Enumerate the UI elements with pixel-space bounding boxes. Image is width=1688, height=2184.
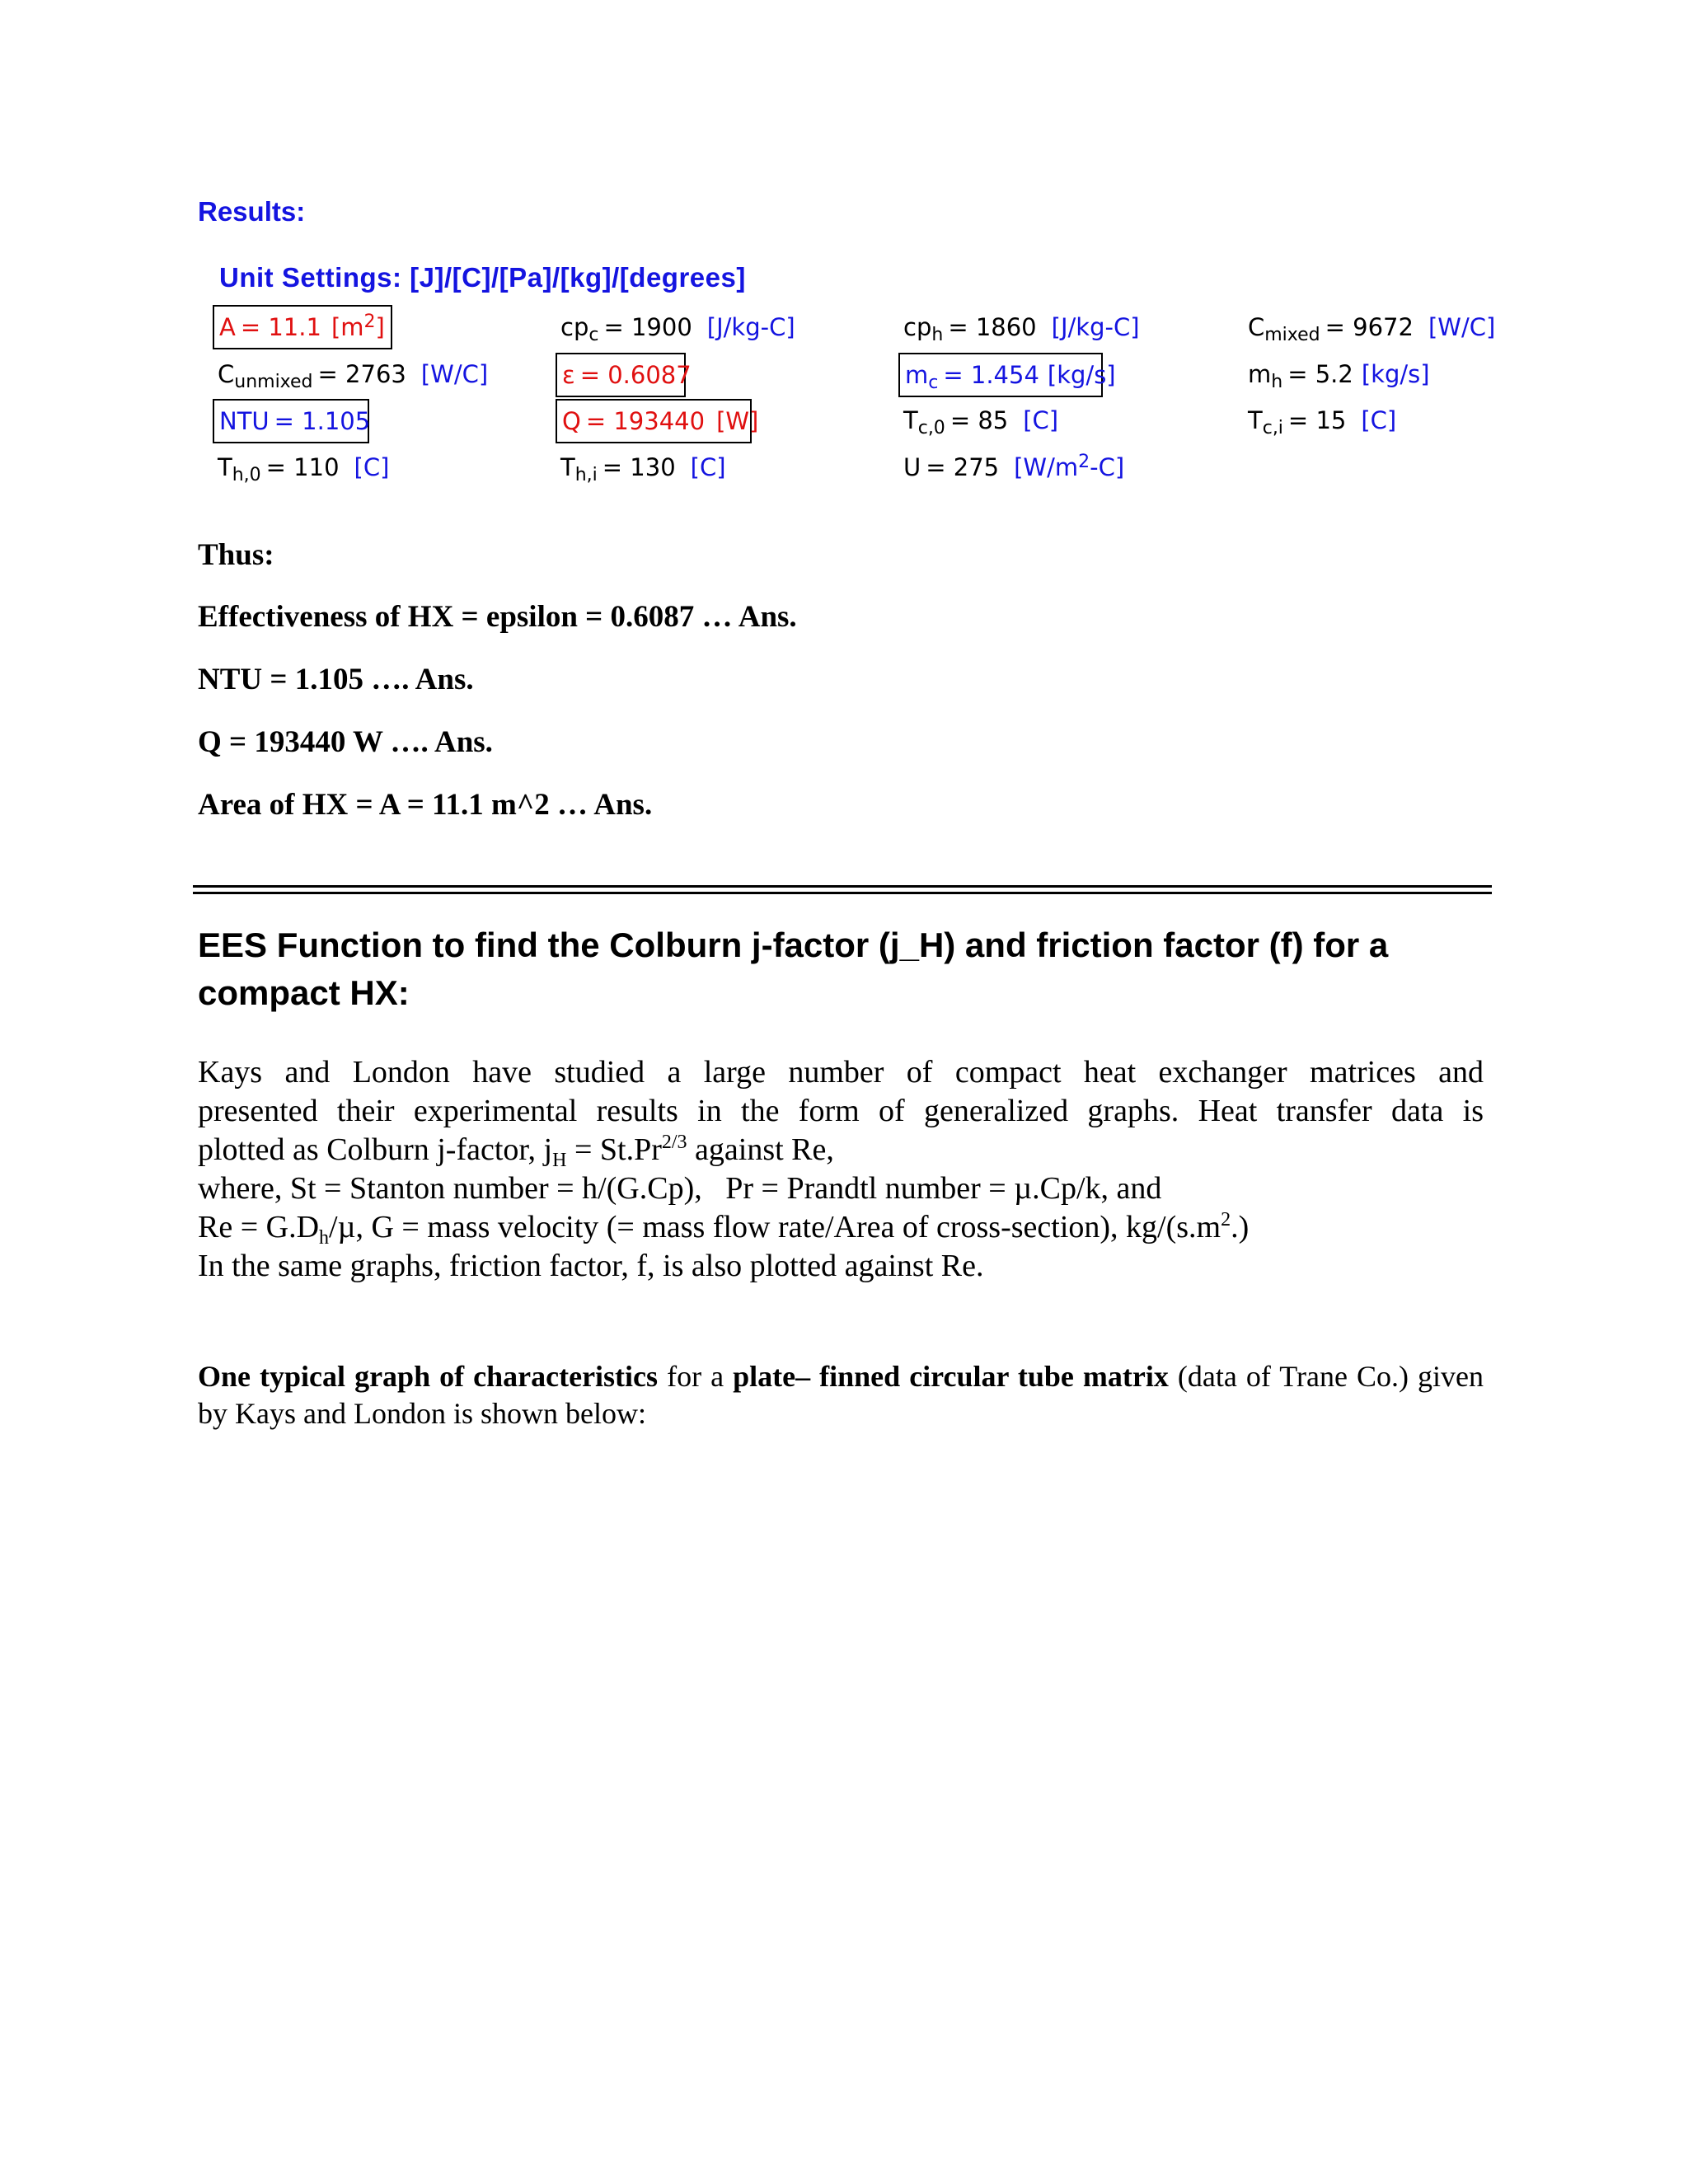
- var-area-unit: [331, 311, 385, 341]
- var-cpc-name: [560, 312, 599, 345]
- var-u: [898, 451, 1129, 484]
- var-cmixed: [1243, 311, 1500, 344]
- var-q-value: = 193440: [585, 406, 706, 435]
- name-sub: h: [931, 324, 944, 345]
- var-epsilon-value: = 0.6087: [579, 360, 692, 389]
- text-part: .): [1231, 1210, 1250, 1244]
- var-th0-unit: [C]: [354, 452, 390, 481]
- var-cph-name: [903, 312, 944, 345]
- section-divider-top: [193, 885, 1492, 888]
- paragraph-line-1: Kays and London have studied a large number of compact heat exchanger matrices and: [198, 1055, 1484, 1090]
- paragraph-line-5: [198, 1208, 1484, 1247]
- var-tc0: [898, 404, 1063, 437]
- var-cph-value: = 1860: [948, 312, 1037, 341]
- name-sub: mixed: [1264, 324, 1320, 345]
- superscript: 2/3: [661, 1132, 687, 1153]
- var-cpc-unit: [J/kg-C]: [706, 312, 795, 341]
- var-thi-value: = 130: [602, 452, 676, 481]
- var-ntu-value: = 1.105: [274, 406, 371, 435]
- var-tci-name: [1248, 405, 1283, 438]
- var-q-name: Q: [562, 406, 581, 435]
- kays-london-paragraph: [198, 1053, 1484, 1286]
- name-sub: c,i: [1262, 417, 1283, 438]
- var-mh-unit: [kg/s]: [1361, 359, 1430, 388]
- var-cpc: [556, 311, 800, 344]
- unit-end: ]: [375, 312, 385, 341]
- name-text: m: [1248, 359, 1272, 388]
- var-tci-unit: [C]: [1361, 405, 1397, 434]
- var-cpc-value: = 1900: [603, 312, 692, 341]
- name-sub: c: [928, 372, 939, 393]
- bold-text: One typical graph of characteristics: [198, 1360, 659, 1393]
- paragraph-line-4: where, St = Stanton number = h/(G.Cp), Pr = Prandtl number = µ.Cp/k, and: [198, 1171, 1162, 1206]
- text-part: (data of Trane Co.) given: [1168, 1360, 1484, 1393]
- var-q: [556, 399, 759, 443]
- var-cunmixed-name: [218, 359, 313, 392]
- var-u-value: = 275: [926, 452, 1000, 481]
- paragraph-line-2: presented their experimental results in the form of generalized graphs. Heat transfer data is: [198, 1094, 1484, 1128]
- name-text: m: [905, 360, 929, 389]
- var-cmixed-name: [1248, 312, 1320, 345]
- var-mc-unit: [kg/s]: [1047, 360, 1116, 389]
- var-mc-value: = 1.454: [943, 360, 1039, 389]
- text-part: = St.Pr: [566, 1132, 662, 1167]
- section-divider-bottom: [193, 892, 1492, 894]
- paragraph-line-3: [198, 1131, 1484, 1169]
- name-sub: c,0: [917, 417, 945, 438]
- section-heading: EES Function to find the Colburn j-factor (j_H) and friction factor (f) for a compact HX:: [198, 926, 1389, 1012]
- var-u-unit: [1014, 451, 1125, 481]
- var-tci-value: = 15: [1287, 405, 1347, 434]
- name-text: C: [218, 359, 235, 388]
- answer-area: Area of HX = A = 11.1 m^2 … Ans.: [198, 788, 653, 822]
- name-text: T: [1248, 405, 1263, 434]
- var-mh-value: = 5.2: [1287, 359, 1353, 388]
- var-u-name: U: [903, 452, 921, 481]
- var-cunmixed-value: = 2763: [317, 359, 406, 388]
- var-area-value: = 11.1: [240, 312, 321, 341]
- unit-sup: 2: [1078, 451, 1090, 472]
- var-ntu: [213, 399, 369, 443]
- thus-label: Thus:: [198, 538, 274, 572]
- graph-intro-paragraph: [198, 1358, 1484, 1432]
- var-tc0-unit: [C]: [1023, 405, 1059, 434]
- var-tci: [1243, 404, 1401, 437]
- name-text: T: [560, 452, 575, 481]
- var-tc0-value: = 85: [950, 405, 1009, 434]
- var-q-unit: [W]: [716, 406, 759, 435]
- text-part: against Re,: [687, 1132, 834, 1167]
- answer-ntu: NTU = 1.105 …. Ans.: [198, 663, 474, 696]
- var-cunmixed: [213, 358, 493, 391]
- name-text: C: [1248, 312, 1265, 341]
- name-sub: c: [588, 324, 599, 345]
- var-th0: [213, 451, 394, 484]
- unit-text: [m: [331, 312, 364, 341]
- var-cph-unit: [J/kg-C]: [1051, 312, 1140, 341]
- var-tc0-name: [903, 405, 945, 438]
- name-sub: unmixed: [234, 371, 313, 392]
- var-epsilon: [556, 353, 692, 397]
- var-cunmixed-unit: [W/C]: [420, 359, 489, 388]
- subscript: H: [552, 1150, 567, 1171]
- name-text: T: [218, 452, 232, 481]
- var-thi-name: [560, 452, 598, 485]
- var-mc: [898, 353, 1116, 397]
- var-area-name: A: [219, 312, 236, 341]
- unit-text: [W/m: [1014, 452, 1079, 481]
- subscript: h: [319, 1227, 330, 1249]
- text-part: for a: [658, 1360, 734, 1393]
- name-text: cp: [903, 312, 932, 341]
- name-text: cp: [560, 312, 589, 341]
- var-th0-value: = 110: [265, 452, 340, 481]
- var-th0-name: [218, 452, 261, 485]
- var-thi-unit: [C]: [690, 452, 726, 481]
- var-cmixed-unit: [W/C]: [1428, 312, 1496, 341]
- var-cmixed-value: = 9672: [1325, 312, 1414, 341]
- unit-end: -C]: [1090, 452, 1125, 481]
- var-area: [213, 305, 392, 349]
- superscript: 2: [1221, 1209, 1231, 1230]
- bold-text: plate– finned circular tube matrix: [733, 1360, 1169, 1393]
- var-cph: [898, 311, 1145, 344]
- var-mh: [1243, 358, 1435, 391]
- unit-sup: 2: [363, 311, 376, 332]
- results-heading: Results:: [198, 196, 306, 227]
- graph-intro-line-2: by Kays and London is shown below:: [198, 1397, 646, 1430]
- name-sub: h,0: [232, 464, 261, 485]
- var-mh-name: [1248, 359, 1283, 392]
- var-epsilon-name: ε: [562, 360, 575, 389]
- name-sub: h,i: [574, 464, 598, 485]
- name-sub: h: [1271, 371, 1283, 392]
- text-part: /µ, G = mass velocity (= mass flow rate/Area of cross-section), kg/(s.m: [329, 1210, 1221, 1244]
- paragraph-line-6: In the same graphs, friction factor, f, is also plotted against Re.: [198, 1249, 984, 1283]
- answer-effectiveness: Effectiveness of HX = epsilon = 0.6087 … Ans.: [198, 600, 797, 634]
- answer-q: Q = 193440 W …. Ans.: [198, 725, 493, 759]
- text-part: Re = G.D: [198, 1210, 320, 1244]
- graph-intro-line-1: [198, 1358, 1484, 1395]
- unit-settings-label: Unit Settings: [J]/[C]/[Pa]/[kg]/[degrees]: [219, 262, 746, 293]
- text-part: plotted as Colburn j-factor, j: [198, 1132, 553, 1167]
- var-ntu-name: NTU: [219, 406, 270, 435]
- name-text: T: [903, 405, 918, 434]
- var-thi: [556, 451, 731, 484]
- var-mc-name: [905, 360, 939, 393]
